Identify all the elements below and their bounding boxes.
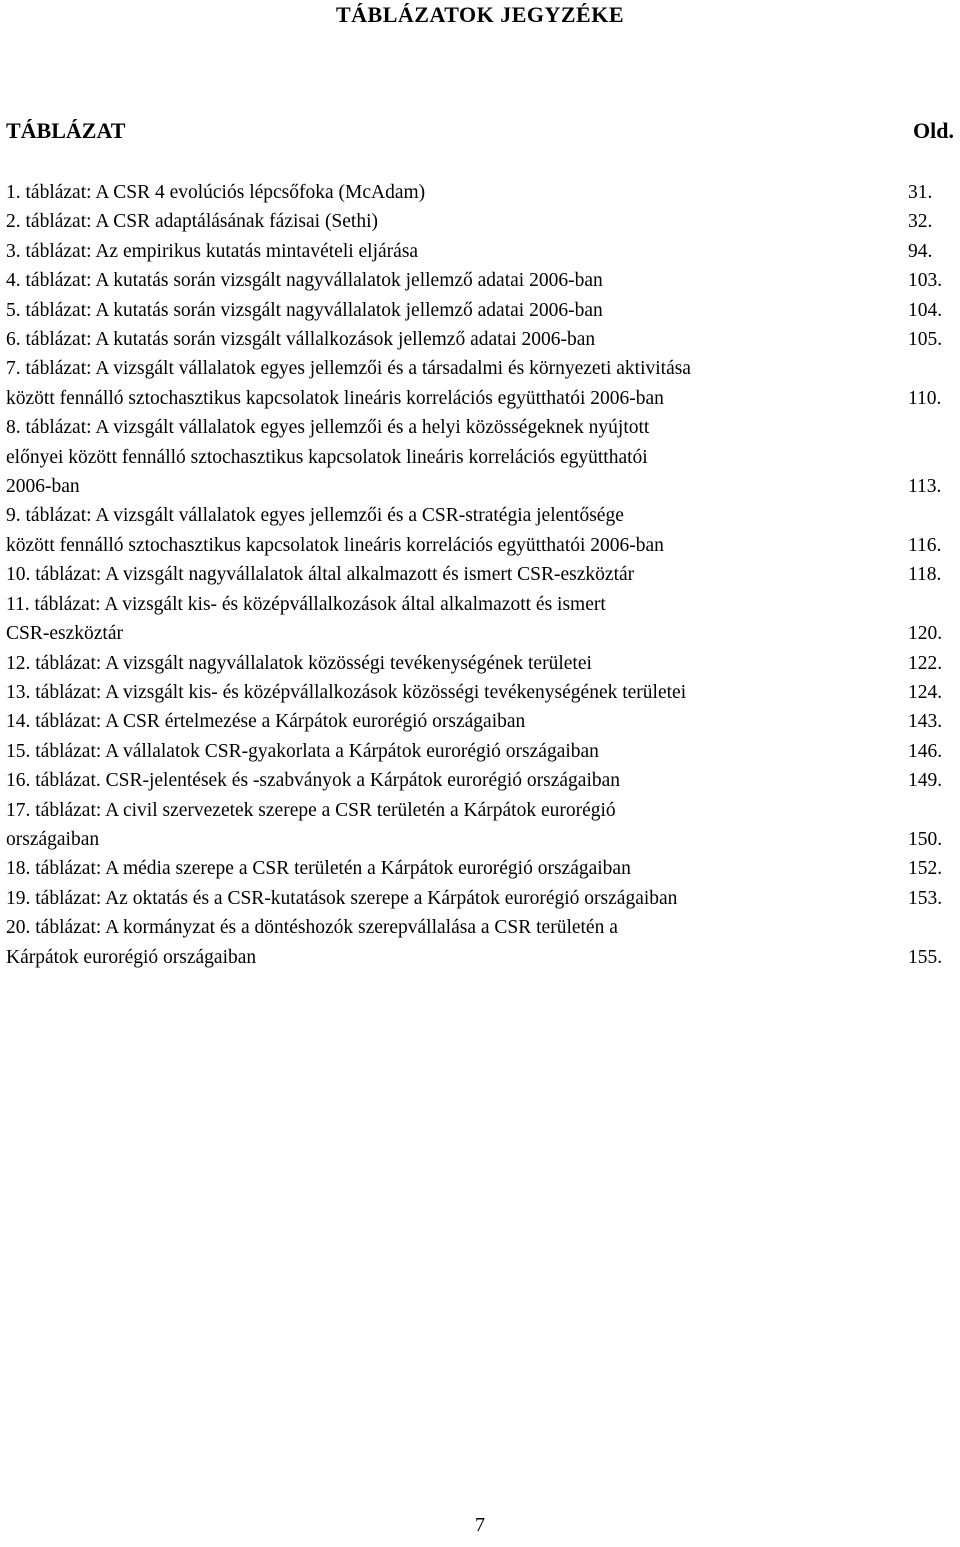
toc-entry-title-line (6, 443, 954, 472)
toc-entry-title-line (6, 237, 954, 266)
toc-entry (6, 913, 954, 972)
toc-entry-title: 13. táblázat: A vizsgált kis- és középvállalkozások közösségi tevékenységének területei (6, 681, 687, 703)
toc-entry-title-line (6, 854, 954, 883)
toc-entry-title: 19. táblázat: Az oktatás és a CSR-kutatások szerepe a Kárpátok eurorégió országaiban (6, 887, 678, 909)
toc-entry (6, 266, 954, 295)
toc-entry (6, 884, 954, 913)
toc-entry-title-line (6, 178, 954, 207)
toc-entry-page: 32. (908, 211, 933, 233)
toc-entry-title-line (6, 884, 954, 913)
toc-entry-page: 150. (908, 828, 943, 850)
toc-entry-title-line (6, 796, 954, 825)
toc-entry-page: 110. (908, 387, 942, 409)
page-title: TÁBLÁZATOK JEGYZÉKE (335, 2, 625, 27)
toc-entry-title: 17. táblázat: A civil szervezetek szerepe a CSR területén a Kárpátok eurorégió (6, 799, 616, 821)
toc-entry-page: 104. (908, 299, 943, 321)
toc-entry (6, 737, 954, 766)
toc-entry-title: 2006-ban (6, 476, 80, 498)
toc-entry-title: 11. táblázat: A vizsgált kis- és középvállalkozások által alkalmazott és ismert (6, 593, 606, 615)
toc-entry-title-line (6, 913, 954, 942)
toc-entry-title: között fennálló sztochasztikus kapcsolatok lineáris korrelációs együtthatói 2006-ban (6, 387, 664, 409)
toc-entry-page: 103. (908, 270, 943, 292)
toc-entry-title-line (6, 413, 954, 442)
toc-entry-title-line (6, 825, 954, 854)
toc-entry-title: Kárpátok eurorégió országaiban (6, 946, 257, 968)
toc-entry (6, 678, 954, 707)
toc-entry-title-line (6, 737, 954, 766)
toc-entry-page: 124. (908, 681, 943, 703)
toc-entry-title: 4. táblázat: A kutatás során vizsgált nagyvállalatok jellemző adatai 2006-ban (6, 270, 603, 292)
toc-entry-title: 18. táblázat: A média szerepe a CSR területén a Kárpátok eurorégió országaiban (6, 858, 631, 880)
table-of-contents (6, 178, 954, 972)
toc-entry-title: 8. táblázat: A vizsgált vállalatok egyes jellemzői és a helyi közösségeknek nyújtott (6, 417, 650, 439)
column-header-page: Old. (913, 118, 954, 143)
toc-entry-title-line (6, 501, 954, 530)
toc-entry (6, 796, 954, 855)
toc-entry (6, 649, 954, 678)
column-header (6, 116, 954, 146)
toc-entry-title: 7. táblázat: A vizsgált vállalatok egyes jellemzői és a társadalmi és környezeti aktivitása (6, 358, 691, 380)
toc-entry-title-line (6, 207, 954, 236)
toc-entry-title-line (6, 325, 954, 354)
toc-entry-title: 3. táblázat: Az empirikus kutatás mintavételi eljárása (6, 240, 419, 262)
toc-entry-page: 152. (908, 858, 943, 880)
toc-entry-title: 16. táblázat. CSR-jelentések és -szabványok a Kárpátok eurorégió országaiban (6, 770, 621, 792)
toc-entry-page: 146. (908, 740, 943, 762)
toc-entry-page: 105. (908, 329, 943, 351)
toc-entry-title: 15. táblázat: A vállalatok CSR-gyakorlata a Kárpátok eurorégió országaiban (6, 740, 599, 762)
toc-entry-title-line (6, 384, 954, 413)
toc-entry (6, 296, 954, 325)
toc-entry-title-line (6, 649, 954, 678)
toc-entry (6, 854, 954, 883)
toc-entry-title-line (6, 590, 954, 619)
toc-entry-title-line (6, 266, 954, 295)
toc-entry-page: 31. (908, 182, 933, 203)
toc-entry (6, 178, 954, 207)
toc-entry (6, 207, 954, 236)
toc-entry-title: 5. táblázat: A kutatás során vizsgált nagyvállalatok jellemző adatai 2006-ban (6, 299, 603, 321)
toc-entry-page: 155. (908, 946, 943, 968)
toc-entry-title-line (6, 619, 954, 648)
toc-entry-page: 116. (908, 534, 942, 556)
toc-entry (6, 501, 954, 560)
toc-entry (6, 707, 954, 736)
toc-entry-title-line (6, 472, 954, 501)
toc-entry-title: 1. táblázat: A CSR 4 evolúciós lépcsőfoka (McAdam) (6, 182, 426, 203)
toc-entry-page: 94. (908, 240, 933, 262)
toc-entry-page: 153. (908, 887, 943, 909)
toc-entry (6, 354, 954, 413)
toc-entry (6, 413, 954, 501)
toc-entry-page: 122. (908, 652, 943, 674)
toc-entry-title: 9. táblázat: A vizsgált vállalatok egyes jellemzői és a CSR-stratégia jelentősége (6, 505, 624, 527)
toc-entry-title: 20. táblázat: A kormányzat és a döntéshozók szerepvállalása a CSR területén a (6, 917, 618, 939)
toc-entry-title-line (6, 354, 954, 383)
toc-entry-page: 120. (908, 623, 943, 645)
toc-entry-title: 14. táblázat: A CSR értelmezése a Kárpátok eurorégió országaiban (6, 711, 526, 733)
toc-entry-title: előnyei között fennálló sztochasztikus kapcsolatok lineáris korrelációs együtthatói (6, 446, 648, 468)
toc-entry-title-line (6, 531, 954, 560)
column-header-table: TÁBLÁZAT (6, 118, 126, 143)
toc-entry-page: 113. (908, 476, 942, 498)
toc-entry-page: 143. (908, 711, 943, 733)
toc-entry (6, 560, 954, 589)
toc-entry-page: 118. (908, 564, 942, 586)
toc-entry-title-line (6, 766, 954, 795)
page-number: 7 (475, 1514, 485, 1536)
toc-entry (6, 766, 954, 795)
toc-entry-title-line (6, 560, 954, 589)
toc-entry-title-line (6, 943, 954, 972)
toc-entry-title: 10. táblázat: A vizsgált nagyvállalatok által alkalmazott és ismert CSR-eszköztár (6, 564, 635, 586)
toc-entry-title: között fennálló sztochasztikus kapcsolatok lineáris korrelációs együtthatói 2006-ban (6, 534, 664, 556)
toc-entry (6, 325, 954, 354)
toc-entry-title: CSR-eszköztár (6, 623, 123, 645)
toc-entry-title: 6. táblázat: A kutatás során vizsgált vállalkozások jellemző adatai 2006-ban (6, 329, 596, 351)
toc-entry-title-line (6, 678, 954, 707)
toc-entry-page: 149. (908, 770, 943, 792)
toc-entry (6, 237, 954, 266)
toc-entry (6, 590, 954, 649)
toc-entry-title: országaiban (6, 828, 100, 850)
toc-entry-title-line (6, 707, 954, 736)
toc-entry-title: 12. táblázat: A vizsgált nagyvállalatok közösségi tevékenységének területei (6, 652, 592, 674)
toc-entry-title: 2. táblázat: A CSR adaptálásának fázisai (Sethi) (6, 211, 379, 233)
toc-entry-title-line (6, 296, 954, 325)
